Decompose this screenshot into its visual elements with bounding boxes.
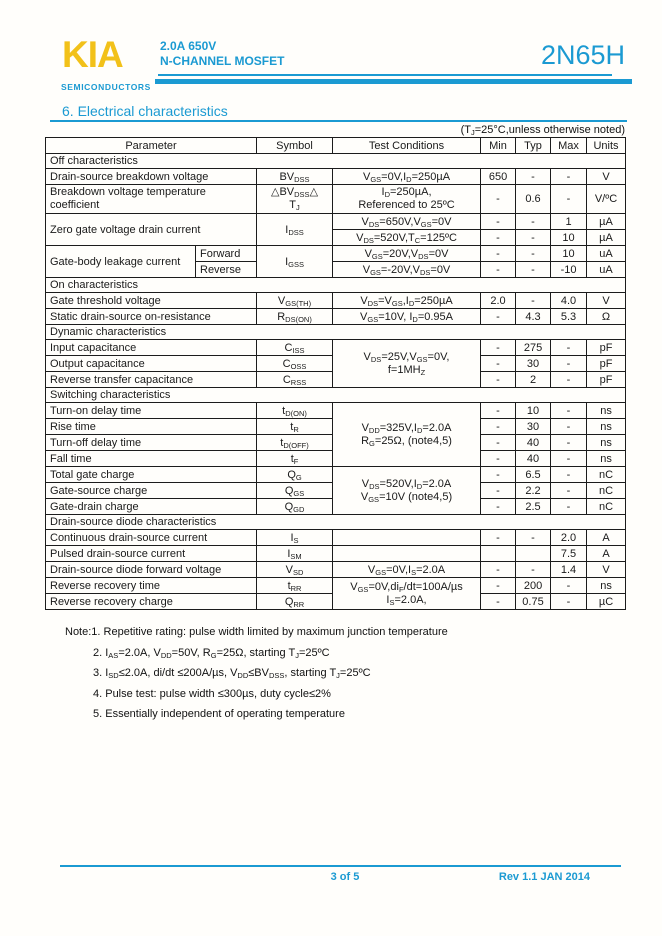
cell-units: nC	[587, 483, 626, 499]
cell-param: Continuous drain-source current	[46, 530, 257, 546]
cell-min: -	[481, 403, 516, 419]
cell-max: -10	[551, 262, 587, 278]
cell-param: Pulsed drain-source current	[46, 546, 257, 562]
cell-typ: 4.3	[516, 309, 551, 325]
cell-typ: 40	[516, 451, 551, 467]
cell-param: Gate-drain charge	[46, 499, 257, 515]
cell-symbol: $\triangle BV_{DSS}\triangle$ $T_J$	[257, 185, 333, 214]
cell-max: 1.4	[551, 562, 587, 578]
cell-max: -	[551, 403, 587, 419]
note-line-1	[65, 626, 448, 639]
cell-typ: -	[516, 214, 551, 230]
cell-typ: -	[516, 262, 551, 278]
cell-max: 5.3	[551, 309, 587, 325]
col-header-conditions: Test Conditions	[333, 138, 481, 154]
cell-cond: $V_{DS}=520V,T_C=125ºC$	[333, 230, 481, 246]
cell-units: ns	[587, 451, 626, 467]
cell-min: -	[481, 419, 516, 435]
cell-max: -	[551, 594, 587, 610]
cell-cond: $V_{DS}=25V,V_{GS}=0V$, $f=1MH_Z$	[333, 340, 481, 388]
col-header-units: Units	[587, 138, 626, 154]
cell-param: Total gate charge	[46, 467, 257, 483]
cell-cond: $I_D=250\mu A$, Referenced to 25ºC	[333, 185, 481, 214]
electrical-characteristics-table	[45, 137, 626, 610]
cell-max: -	[551, 451, 587, 467]
cell-typ: 275	[516, 340, 551, 356]
cell-cond: $V_{DS}=V_{GS},I_D=250\mu A$	[333, 293, 481, 309]
cell-units: V	[587, 169, 626, 185]
table-row	[46, 403, 626, 419]
cell-param: Reverse recovery time	[46, 578, 257, 594]
cell-typ: -	[516, 562, 551, 578]
cell-min: -	[481, 309, 516, 325]
cell-max: -	[551, 578, 587, 594]
note-label: Note:	[65, 626, 92, 638]
cell-min: -	[481, 246, 516, 262]
cell-min: -	[481, 435, 516, 451]
cell-min: -	[481, 451, 516, 467]
cell-typ: 2.5	[516, 499, 551, 515]
cell-typ: 6.5	[516, 467, 551, 483]
cell-units: ns	[587, 435, 626, 451]
cell-min: -	[481, 499, 516, 515]
cell-symbol: $BV_{DSS}$	[257, 169, 333, 185]
cell-max: -	[551, 185, 587, 214]
cell-units: µA	[587, 214, 626, 230]
cell-max: 1	[551, 214, 587, 230]
cell-min: -	[481, 262, 516, 278]
table-row	[46, 309, 626, 325]
cell-min: -	[481, 372, 516, 388]
cell-max: -	[551, 356, 587, 372]
cell-cond: $V_{GS}=0V,I_D=250\mu A$	[333, 169, 481, 185]
cell-min: -	[481, 530, 516, 546]
cell-units: ns	[587, 419, 626, 435]
cell-min: 2.0	[481, 293, 516, 309]
col-header-symbol: Symbol	[257, 138, 333, 154]
cell-symbol: $t_F$	[257, 451, 333, 467]
cell-param: Output capacitance	[46, 356, 257, 372]
cell-typ: -	[516, 246, 551, 262]
cell-units: V	[587, 562, 626, 578]
section-row-diode	[46, 515, 626, 530]
note-line-2: 2. $I_{AS}=2.0A$, $V_{DD}=50V$, $R_G=25\Omega$, starting $T_J=25ºC$	[93, 646, 330, 660]
header-rule-thin	[158, 74, 612, 76]
cell-cond: $V_{GS}=10V$, $I_D=0.95A$	[333, 309, 481, 325]
cell-symbol: $t_R$	[257, 419, 333, 435]
cell-param: Gate threshold voltage	[46, 293, 257, 309]
cell-units: A	[587, 530, 626, 546]
cell-units: V/ºC	[587, 185, 626, 214]
cell-param: Rise time	[46, 419, 257, 435]
cell-typ: 0.75	[516, 594, 551, 610]
table-row	[46, 530, 626, 546]
table-row	[46, 578, 626, 594]
col-header-max: Max	[551, 138, 587, 154]
cell-param: Drain-source breakdown voltage	[46, 169, 257, 185]
cell-min: -	[481, 340, 516, 356]
cell-max: 7.5	[551, 546, 587, 562]
section-label: Dynamic characteristics	[46, 325, 626, 340]
test-condition-note: ($T_J=25^\circ C,unless$ otherwise noted)	[460, 124, 625, 137]
kia-logo: KIA	[62, 34, 123, 75]
cell-max: 4.0	[551, 293, 587, 309]
cell-param: Gate-source charge	[46, 483, 257, 499]
cell-min: -	[481, 594, 516, 610]
cell-typ: -	[516, 169, 551, 185]
table-row	[46, 546, 626, 562]
header-row	[46, 138, 626, 154]
cell-cond: $V_{GS}=-20V,V_{DS}=0V$	[333, 262, 481, 278]
part-number: 2N65H	[540, 40, 625, 70]
cell-units: nC	[587, 499, 626, 515]
cell-symbol: $I_{DSS}$	[257, 214, 333, 246]
cell-typ: -	[516, 530, 551, 546]
section-title: 6. Electrical characteristics	[62, 103, 228, 119]
cell-symbol: $C_{OSS}$	[257, 356, 333, 372]
cell-param-sub: Forward	[196, 246, 257, 262]
col-header-min: Min	[481, 138, 516, 154]
col-header-parameter: Parameter	[46, 138, 257, 154]
cell-symbol: $t_{D(OFF)}$	[257, 435, 333, 451]
cell-max: -	[551, 419, 587, 435]
cell-param-sub: Reverse	[196, 262, 257, 278]
cell-units: pF	[587, 356, 626, 372]
table-row	[46, 340, 626, 356]
cell-typ: -	[516, 230, 551, 246]
cell-typ: -	[516, 293, 551, 309]
footer-page-number: 3 of 5	[330, 871, 360, 883]
cell-cond: $V_{GS}=20V,V_{DS}=0V$	[333, 246, 481, 262]
cell-symbol: $I_S$	[257, 530, 333, 546]
cell-max: -	[551, 483, 587, 499]
cell-param: Static drain-source on-resistance	[46, 309, 257, 325]
section-title-underline	[50, 120, 627, 122]
note-item: 1. Repetitive rating: pulse width limited by maximum junction temperature	[91, 626, 448, 638]
cell-symbol: $I_{SM}$	[257, 546, 333, 562]
note-line-3: 3. $I_{SD}\le 2.0A$, di/dt ≤200A/µs, $V_{DD}\le BV_{DSS}$, starting $T_J=25ºC$	[93, 667, 371, 680]
cell-typ: 40	[516, 435, 551, 451]
cell-cond: $V_{DS}=650V,V_{GS}=0V$	[333, 214, 481, 230]
cell-min: -	[481, 214, 516, 230]
section-label: Switching characteristics	[46, 388, 626, 403]
cell-max: 10	[551, 230, 587, 246]
product-description	[160, 39, 284, 69]
cell-cond: $V_{GS}=0V,di_F/dt=100A/\mu s$ $I_S=2.0A$,	[333, 578, 481, 610]
table-row	[46, 246, 626, 262]
cell-typ: 10	[516, 403, 551, 419]
cell-max: -	[551, 340, 587, 356]
table-row	[46, 467, 626, 483]
cell-symbol: $V_{SD}$	[257, 562, 333, 578]
section-row-on	[46, 278, 626, 293]
table-row	[46, 562, 626, 578]
cell-cond: $V_{GS}=0V,I_S=2.0A$	[333, 562, 481, 578]
cell-units: nC	[587, 467, 626, 483]
cell-typ: 30	[516, 419, 551, 435]
cell-param: Input capacitance	[46, 340, 257, 356]
cell-units: ns	[587, 403, 626, 419]
cell-min: -	[481, 185, 516, 214]
cell-min: 650	[481, 169, 516, 185]
cell-units: ns	[587, 578, 626, 594]
cell-symbol: $t_{RR}$	[257, 578, 333, 594]
cell-max: 10	[551, 246, 587, 262]
cell-param: Reverse transfer capacitance	[46, 372, 257, 388]
cell-units: µC	[587, 594, 626, 610]
cell-symbol: $Q_{GS}$	[257, 483, 333, 499]
section-row-dynamic	[46, 325, 626, 340]
cell-param: Fall time	[46, 451, 257, 467]
cell-units: Ω	[587, 309, 626, 325]
cell-cond: $V_{DS}=520V,I_D=2.0A$ $V_{GS}=10V$ (note4,5)	[333, 467, 481, 515]
cell-param: Breakdown voltage temperature coefficient	[46, 185, 257, 214]
table-row	[46, 293, 626, 309]
cell-min: -	[481, 483, 516, 499]
cell-max: -	[551, 467, 587, 483]
cell-param: Gate-body leakage current	[46, 246, 196, 278]
table-row	[46, 185, 626, 214]
cell-symbol: $Q_{GD}$	[257, 499, 333, 515]
cell-symbol: $C_{RSS}$	[257, 372, 333, 388]
product-type: N-CHANNEL MOSFET	[160, 54, 285, 68]
cell-max: 2.0	[551, 530, 587, 546]
cell-param: Zero gate voltage drain current	[46, 214, 257, 246]
col-header-typ: Typ	[516, 138, 551, 154]
cell-max: -	[551, 435, 587, 451]
cell-typ: 0.6	[516, 185, 551, 214]
cell-symbol: $R_{DS(ON)}$	[257, 309, 333, 325]
footer-rule	[60, 865, 621, 867]
header-rule-thick	[155, 79, 632, 84]
cell-symbol: $Q_{RR}$	[257, 594, 333, 610]
cell-symbol: $Q_G$	[257, 467, 333, 483]
cell-cond	[333, 546, 481, 562]
cell-typ: 2.2	[516, 483, 551, 499]
cell-min: -	[481, 356, 516, 372]
note-line-4: 4. Pulse test: pulse width ≤300µs, duty cycle≤2%	[93, 687, 331, 700]
cell-typ: 200	[516, 578, 551, 594]
cell-cond	[333, 530, 481, 546]
cell-min: -	[481, 230, 516, 246]
cell-param: Turn-off delay time	[46, 435, 257, 451]
cell-units: V	[587, 293, 626, 309]
section-row-off	[46, 154, 626, 169]
cell-min: -	[481, 562, 516, 578]
table-row	[46, 214, 626, 230]
logo-subtitle: SEMICONDUCTORS	[61, 82, 151, 92]
cell-units: µA	[587, 230, 626, 246]
cell-cond: $V_{DD}=325V,I_D=2.0A$ $R_G=25\Omega$, (note4,5)	[333, 403, 481, 467]
cell-typ	[516, 546, 551, 562]
cell-max: -	[551, 499, 587, 515]
cell-typ: 2	[516, 372, 551, 388]
cell-symbol: $t_{D(ON)}$	[257, 403, 333, 419]
cell-units: uA	[587, 262, 626, 278]
cell-param: Reverse recovery charge	[46, 594, 257, 610]
cell-units: pF	[587, 340, 626, 356]
cell-min: -	[481, 578, 516, 594]
cell-max: -	[551, 372, 587, 388]
cell-min: -	[481, 467, 516, 483]
cell-symbol: $C_{ISS}$	[257, 340, 333, 356]
cell-units: pF	[587, 372, 626, 388]
cell-typ: 30	[516, 356, 551, 372]
table-row	[46, 169, 626, 185]
cell-min	[481, 546, 516, 562]
notes-block	[65, 626, 448, 729]
cell-units: A	[587, 546, 626, 562]
section-label: On characteristics	[46, 278, 626, 293]
cell-symbol: $V_{GS(TH)}$	[257, 293, 333, 309]
section-label: Off characteristics	[46, 154, 626, 169]
product-rating: 2.0A 650V	[160, 39, 217, 53]
cell-param: Drain-source diode forward voltage	[46, 562, 257, 578]
footer-revision: Rev 1.1 JAN 2014	[498, 871, 590, 883]
cell-symbol: $I_{GSS}$	[257, 246, 333, 278]
cell-param: Turn-on delay time	[46, 403, 257, 419]
section-label: Drain-source diode characteristics	[46, 515, 626, 530]
cell-units: uA	[587, 246, 626, 262]
note-line-5: 5. Essentially independent of operating temperature	[93, 708, 345, 720]
section-row-switching	[46, 388, 626, 403]
cell-max: -	[551, 169, 587, 185]
